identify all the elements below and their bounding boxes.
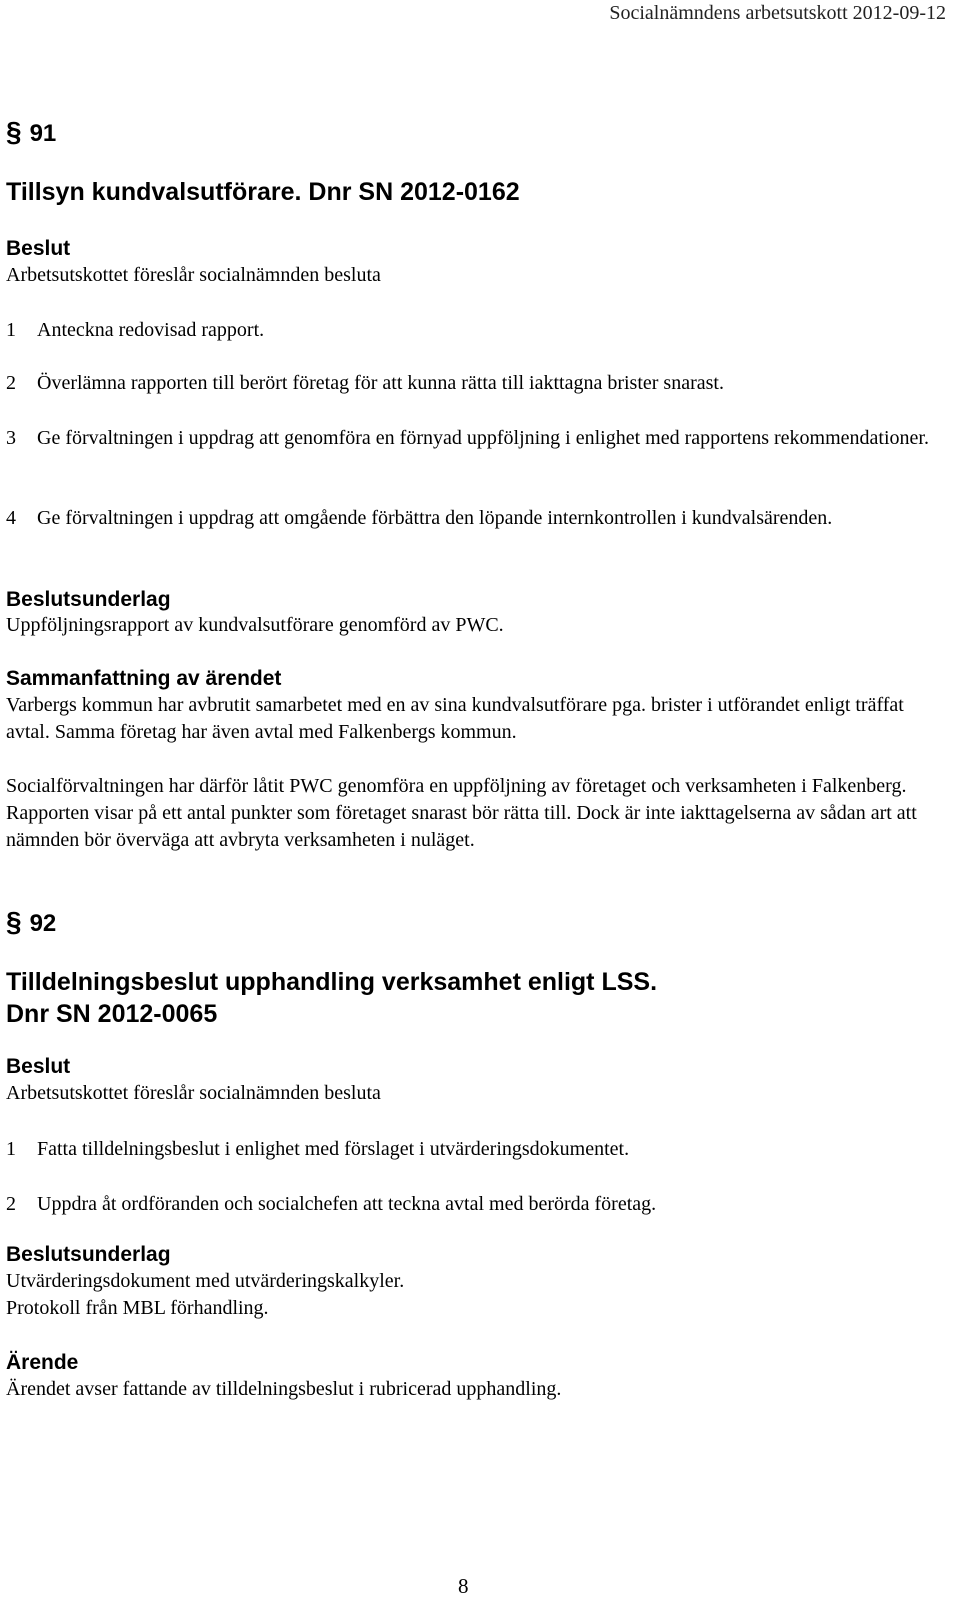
arende-heading: Ärende [6,1351,79,1374]
item-text: Uppdra åt ordföranden och socialchefen att teckna avtal med berörda företag. [37,1193,657,1215]
decision-item [6,317,947,344]
item-number: 4 [6,507,16,529]
running-header: Socialnämndens arbetsutskott 2012-09-12 [609,2,946,24]
section-title-dnr: Dnr SN 2012-0065 [6,1000,218,1028]
beslutsunderlag-heading: Beslutsunderlag [6,588,171,611]
beslutsunderlag-text: Utvärderingsdokument med utvärderingskalkyler. [6,1270,405,1292]
item-number: 1 [6,1138,16,1160]
item-number: 1 [6,319,16,341]
beslut-heading: Beslut [6,237,71,260]
item-text: Anteckna redovisad rapport. [37,319,265,341]
item-text: Fatta tilldelningsbeslut i enlighet med förslaget i utvärderingsdokumentet. [37,1138,630,1160]
beslutsunderlag-heading: Beslutsunderlag [6,1243,171,1266]
section-sign: § [6,906,22,937]
beslut-intro: Arbetsutskottet föreslår socialnämnden besluta [6,1082,381,1104]
decision-item [6,1191,947,1218]
item-text: Ge förvaltningen i uppdrag att genomföra en förnyad uppföljning i enlighet med rapportens rekommendationer. [37,427,929,449]
sammanfattning-heading: Sammanfattning av ärendet [6,667,282,690]
section-number-91 [6,118,56,148]
section-title: Tilldelningsbeslut upphandling verksamhet enligt LSS. [6,968,658,996]
arende-text: Ärendet avser fattande av tilldelningsbeslut i rubricerad upphandling. [6,1378,562,1400]
section-title: Tillsyn kundvalsutförare. Dnr SN 2012-0162 [6,178,520,206]
section-number: 92 [29,910,57,937]
beslut-heading: Beslut [6,1055,71,1078]
page-number: 8 [458,1574,469,1598]
sammanfattning-paragraph: Varbergs kommun har avbrutit samarbetet med en av sina kundvalsutförare pga. brister i utförandet enligt träffat avtal. Samma företag har även avtal med Falkenbergs kommun. [6,694,904,743]
item-text: Ge förvaltningen i uppdrag att omgående förbättra den löpande internkontrollen i kundvalsärenden. [37,507,833,529]
decision-item [6,505,947,532]
beslut-intro: Arbetsutskottet föreslår socialnämnden besluta [6,264,381,286]
item-number: 2 [6,372,16,394]
section-number: 91 [29,120,57,147]
item-number: 2 [6,1193,16,1215]
section-sign: § [6,116,22,147]
decision-item [6,370,947,397]
section-number-92 [6,908,56,938]
decision-item [6,425,947,452]
item-text: Överlämna rapporten till berört företag för att kunna rätta till iakttagna brister snarast. [37,372,724,394]
beslutsunderlag-text: Protokoll från MBL förhandling. [6,1297,269,1319]
decision-item [6,1136,947,1163]
item-number: 3 [6,427,16,449]
sammanfattning-paragraph: Socialförvaltningen har därför låtit PWC genomföra en uppföljning av företaget och verksamheten i Falkenberg. Rapporten visar på ett antal punkter som företaget snarast bör rätta till. Dock är inte iakttagelserna av sådan art att nämnden bör överväga att avbryta verksamheten i nuläget. [6,775,917,851]
beslutsunderlag-text: Uppföljningsrapport av kundvalsutförare genomförd av PWC. [6,614,504,636]
